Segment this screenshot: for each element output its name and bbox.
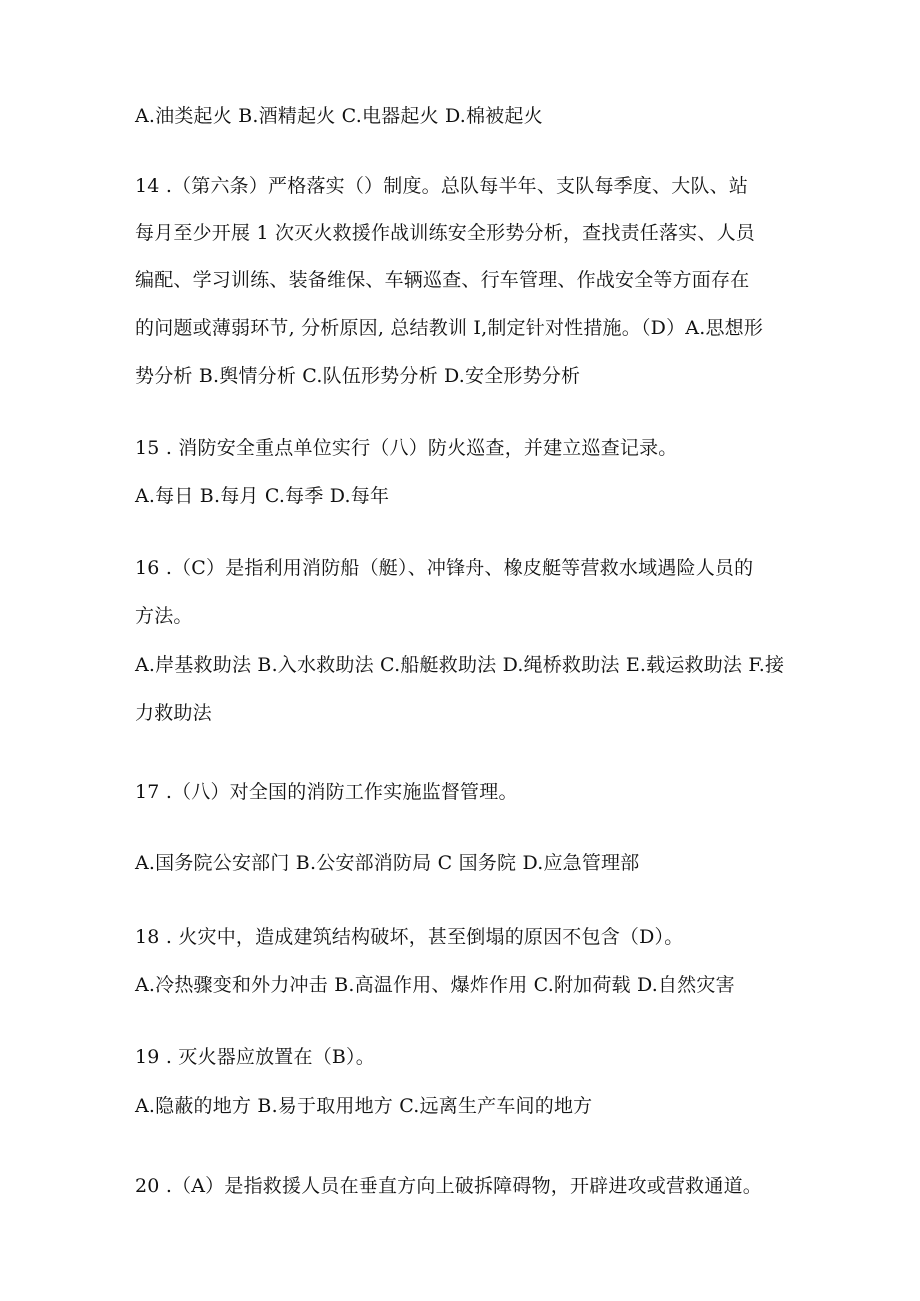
q14-line-4: 的问题或薄弱环节, 分析原因, 总结教训 I,制定针对性措施。（D）A.思想形 <box>135 317 764 339</box>
q16-line-3: A.岸基救助法 B.入水救助法 C.船艇救助法 D.绳桥救助法 E.载运救助法 F.接 <box>135 654 785 676</box>
q16-line-1: 16 .（C）是指利用消防船（艇）、冲锋舟、橡皮艇等营救水域遇险人员的 <box>135 557 754 579</box>
q20-question: 20 .（A）是指救援人员在垂直方向上破拆障碍物，开辟进攻或营救通道。 <box>135 1175 762 1197</box>
q14-line-3: 编配、学习训练、装备维保、车辆巡查、行车管理、作战安全等方面存在 <box>135 269 750 291</box>
q13-options: A.油类起火 B.酒精起火 C.电器起火 D.棉被起火 <box>135 105 543 127</box>
q14-line-1: 14 .（第六条）严格落实（）制度。总队每半年、支队每季度、大队、站 <box>135 175 749 197</box>
q16-line-4: 力救助法 <box>135 702 212 724</box>
q19-question: 19 . 灭火器应放置在（B）。 <box>135 1046 375 1068</box>
q15-options: A.每日 B.每月 C.每季 D.每年 <box>135 485 390 507</box>
q17-options: A.国务院公安部门 B.公安部消防局 C 国务院 D.应急管理部 <box>135 852 640 874</box>
q19-options: A.隐蔽的地方 B.易于取用地方 C.远离生产车间的地方 <box>135 1095 593 1117</box>
q16-line-2: 方法。 <box>135 605 193 627</box>
q14-line-2: 每月至少开展 1 次灭火救援作战训练安全形势分析，查找责任落实、人员 <box>135 222 755 244</box>
q18-question: 18 . 火灾中，造成建筑结构破坏，甚至倒塌的原因不包含（D）。 <box>135 926 684 948</box>
q18-options: A.冷热骤变和外力冲击 B.高温作用、爆炸作用 C.附加荷载 D.自然灾害 <box>135 974 735 996</box>
q17-question: 17 .（八）对全国的消防工作实施监督管理。 <box>135 781 518 803</box>
q14-line-5: 势分析 B.舆情分析 C.队伍形势分析 D.安全形势分析 <box>135 365 581 387</box>
q15-question: 15 . 消防安全重点单位实行（八）防火巡查，并建立巡查记录。 <box>135 437 678 459</box>
